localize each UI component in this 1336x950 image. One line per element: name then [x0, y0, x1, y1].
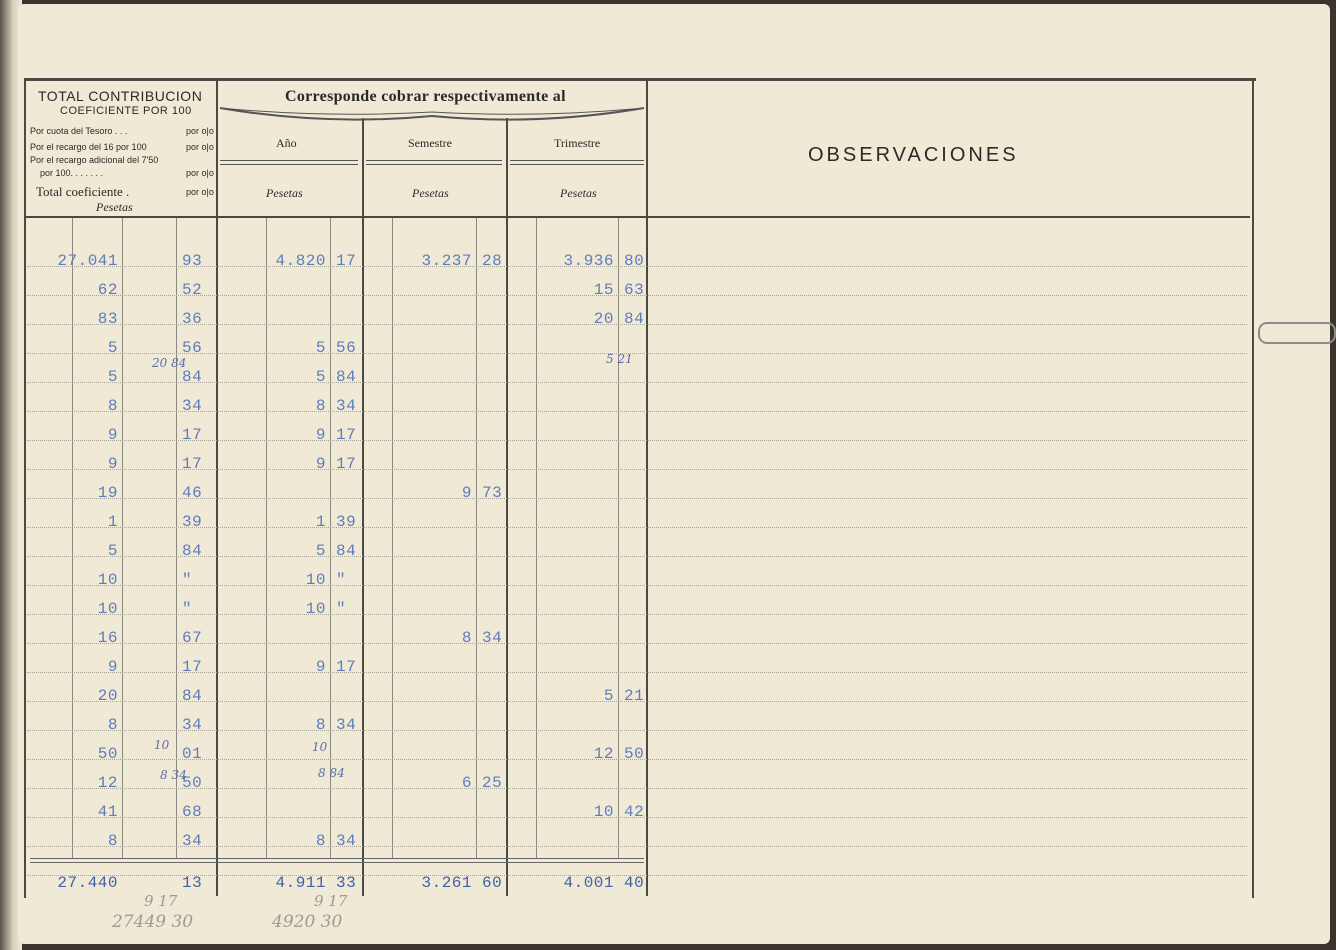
amount-ano-pesetas: 5 — [315, 368, 326, 386]
corresponde-title: Corresponde cobrar respectivamente al — [285, 88, 566, 105]
amount-ano-centimos: 84 — [336, 542, 357, 560]
handwritten-note: 8 34 — [160, 768, 187, 782]
amount-ano-pesetas: 8 — [315, 832, 326, 850]
amount-total-pesetas: 50 — [97, 745, 118, 763]
amount-ano-centimos: 84 — [336, 368, 357, 386]
amount-total-centimos: 56 — [182, 339, 203, 357]
total-sem-pesetas: 3.261 — [421, 874, 472, 892]
amount-total-centimos: 17 — [182, 426, 203, 444]
amount-total-centimos: " — [182, 600, 193, 618]
amount-ano-pesetas: 5 — [315, 339, 326, 357]
observaciones-title: OBSERVACIONES — [808, 144, 1019, 166]
header-double-rule — [220, 160, 358, 165]
amount-total-pesetas: 1 — [107, 513, 118, 531]
handwritten-note: 10 — [312, 740, 328, 754]
sub-line — [476, 218, 477, 858]
amount-total-centimos: 67 — [182, 629, 203, 647]
amount-total-pesetas: 62 — [97, 281, 118, 299]
amount-sem-pesetas: 8 — [461, 629, 472, 647]
right-border — [1252, 78, 1254, 898]
pesetas-label-semestre: Pesetas — [412, 186, 449, 200]
amount-total-pesetas: 8 — [107, 716, 118, 734]
amount-total-pesetas: 16 — [97, 629, 118, 647]
amount-tri-centimos: 50 — [624, 745, 645, 763]
sub-line — [392, 218, 393, 858]
row-rule — [27, 643, 1247, 644]
col-divider-observaciones — [646, 80, 648, 896]
amount-total-pesetas: 9 — [107, 658, 118, 676]
amount-tri-pesetas: 10 — [593, 803, 614, 821]
amount-total-pesetas: 12 — [97, 774, 118, 792]
total-coeficiente-label: Total coeficiente . — [36, 184, 130, 199]
amount-total-centimos: 01 — [182, 745, 203, 763]
sub-line — [122, 218, 123, 858]
amount-total-pesetas: 20 — [97, 687, 118, 705]
header-double-rule — [510, 160, 644, 165]
pesetas-label-trimestre: Pesetas — [560, 186, 597, 200]
col-divider-ano — [216, 80, 218, 896]
paper-clip-icon — [1258, 322, 1336, 344]
col-divider-trimestre — [506, 118, 508, 896]
amount-total-pesetas: 5 — [107, 339, 118, 357]
amount-total-centimos: 84 — [182, 687, 203, 705]
amount-total-pesetas: 83 — [97, 310, 118, 328]
amount-tri-centimos: 42 — [624, 803, 645, 821]
amount-total-centimos: 34 — [182, 716, 203, 734]
amount-total-centimos: 34 — [182, 397, 203, 415]
amount-ano-pesetas: 10 — [305, 571, 326, 589]
amount-total-pesetas: 8 — [107, 397, 118, 415]
amount-ano-pesetas: 1 — [315, 513, 326, 531]
amount-tri-pesetas: 3.936 — [563, 252, 614, 270]
amount-sem-centimos: 28 — [482, 252, 503, 270]
amount-ano-centimos: 17 — [336, 252, 357, 270]
amount-total-pesetas: 9 — [107, 455, 118, 473]
amount-tri-centimos: 63 — [624, 281, 645, 299]
coef-line-unit: por o|o — [186, 126, 214, 136]
amount-total-centimos: 84 — [182, 368, 203, 386]
pencil-sum-total: 27449 30 — [112, 912, 194, 932]
header-bottom-rule — [24, 216, 1250, 218]
amount-sem-pesetas: 3.237 — [421, 252, 472, 270]
amount-total-centimos: 17 — [182, 455, 203, 473]
amount-total-centimos: 50 — [182, 774, 203, 792]
total-tri-pesetas: 4.001 — [563, 874, 614, 892]
amount-ano-centimos: 17 — [336, 455, 357, 473]
amount-total-centimos: 84 — [182, 542, 203, 560]
amount-tri-centimos: 80 — [624, 252, 645, 270]
amount-tri-centimos: 21 — [624, 687, 645, 705]
amount-total-pesetas: 27.041 — [57, 252, 118, 270]
col-header-trimestre: Trimestre — [554, 136, 601, 150]
amount-ano-pesetas: 9 — [315, 455, 326, 473]
pesetas-label-total: Pesetas — [96, 200, 133, 214]
amount-total-centimos: 34 — [182, 832, 203, 850]
total-sem-centimos: 60 — [482, 874, 503, 892]
handwritten-note: 8 84 — [318, 766, 345, 780]
sub-line — [618, 218, 619, 858]
amount-total-centimos: 46 — [182, 484, 203, 502]
total-tri-centimos: 40 — [624, 874, 645, 892]
amount-ano-centimos: 17 — [336, 426, 357, 444]
amount-ano-pesetas: 9 — [315, 426, 326, 444]
amount-total-pesetas: 10 — [97, 571, 118, 589]
amount-total-centimos: 39 — [182, 513, 203, 531]
amount-total-centimos: 93 — [182, 252, 203, 270]
amount-total-centimos: 52 — [182, 281, 203, 299]
amount-tri-pesetas: 12 — [593, 745, 614, 763]
total-ano-pesetas: 4.911 — [275, 874, 326, 892]
amount-total-centimos: 17 — [182, 658, 203, 676]
amount-ano-centimos: 56 — [336, 339, 357, 357]
amount-total-pesetas: 5 — [107, 368, 118, 386]
amount-total-pesetas: 10 — [97, 600, 118, 618]
amount-ano-pesetas: 8 — [315, 716, 326, 734]
amount-ano-centimos: 34 — [336, 716, 357, 734]
amount-sem-pesetas: 9 — [461, 484, 472, 502]
handwritten-note: 10 — [154, 738, 170, 752]
amount-ano-centimos: " — [336, 600, 347, 618]
col-header-ano: Año — [276, 136, 297, 150]
amount-total-centimos: 68 — [182, 803, 203, 821]
amount-ano-pesetas: 5 — [315, 542, 326, 560]
amount-tri-pesetas: 5 — [603, 687, 614, 705]
amount-sem-centimos: 25 — [482, 774, 503, 792]
total-ano-centimos: 33 — [336, 874, 357, 892]
amount-total-pesetas: 41 — [97, 803, 118, 821]
amount-ano-pesetas: 4.820 — [275, 252, 326, 270]
ledger-page — [18, 4, 1330, 944]
header-double-rule — [366, 160, 502, 165]
amount-ano-pesetas: 10 — [305, 600, 326, 618]
amount-sem-centimos: 34 — [482, 629, 503, 647]
coef-line-unit: por o|o — [186, 168, 214, 178]
amount-total-centimos: " — [182, 571, 193, 589]
amount-ano-centimos: 34 — [336, 397, 357, 415]
amount-ano-centimos: 39 — [336, 513, 357, 531]
col-header-semestre: Semestre — [408, 136, 452, 150]
amount-sem-centimos: 73 — [482, 484, 503, 502]
amount-total-pesetas: 19 — [97, 484, 118, 502]
sub-line — [176, 218, 177, 858]
coeficiente-title: COEFICIENTE POR 100 — [60, 105, 192, 117]
amount-total-pesetas: 5 — [107, 542, 118, 560]
amount-tri-pesetas: 20 — [593, 310, 614, 328]
handwritten-note: 20 84 — [152, 356, 187, 370]
row-rule — [27, 498, 1247, 499]
sub-line — [266, 218, 267, 858]
amount-ano-pesetas: 9 — [315, 658, 326, 676]
sub-line — [330, 218, 331, 858]
coef-line-unit: por o|o — [186, 142, 214, 152]
amount-ano-pesetas: 8 — [315, 397, 326, 415]
amount-total-centimos: 36 — [182, 310, 203, 328]
coef-line-tesoro: Por cuota del Tesoro . . . — [30, 126, 128, 136]
total-contribucion-title: TOTAL CONTRIBUCION — [38, 88, 203, 104]
coef-line-recargo-16: Por el recargo del 16 por 100 — [30, 142, 147, 152]
totals-rule — [30, 858, 644, 859]
pencil-note: 9 17 — [144, 892, 178, 910]
pesetas-label-ano: Pesetas — [266, 186, 303, 200]
amount-ano-centimos: 17 — [336, 658, 357, 676]
amount-tri-centimos: 84 — [624, 310, 645, 328]
coef-line-por-100: por 100. . . . . . . — [40, 168, 104, 178]
amount-ano-centimos: " — [336, 571, 347, 589]
amount-sem-pesetas: 6 — [461, 774, 472, 792]
amount-tri-pesetas: 15 — [593, 281, 614, 299]
totals-rule — [30, 862, 644, 863]
amount-ano-centimos: 34 — [336, 832, 357, 850]
handwritten-note: 5 21 — [606, 352, 633, 366]
total-total-pesetas: 27.440 — [57, 874, 118, 892]
pencil-note: 9 17 — [314, 892, 348, 910]
amount-total-pesetas: 9 — [107, 426, 118, 444]
total-coef-unit: por o|o — [186, 187, 214, 197]
row-rule — [27, 788, 1247, 789]
total-total-centimos: 13 — [182, 874, 203, 892]
amount-total-pesetas: 8 — [107, 832, 118, 850]
pencil-sum-ano: 4920 30 — [272, 912, 343, 932]
top-border — [24, 78, 1256, 81]
coef-line-recargo-adicional: Por el recargo adicional del 7'50 — [30, 155, 159, 165]
